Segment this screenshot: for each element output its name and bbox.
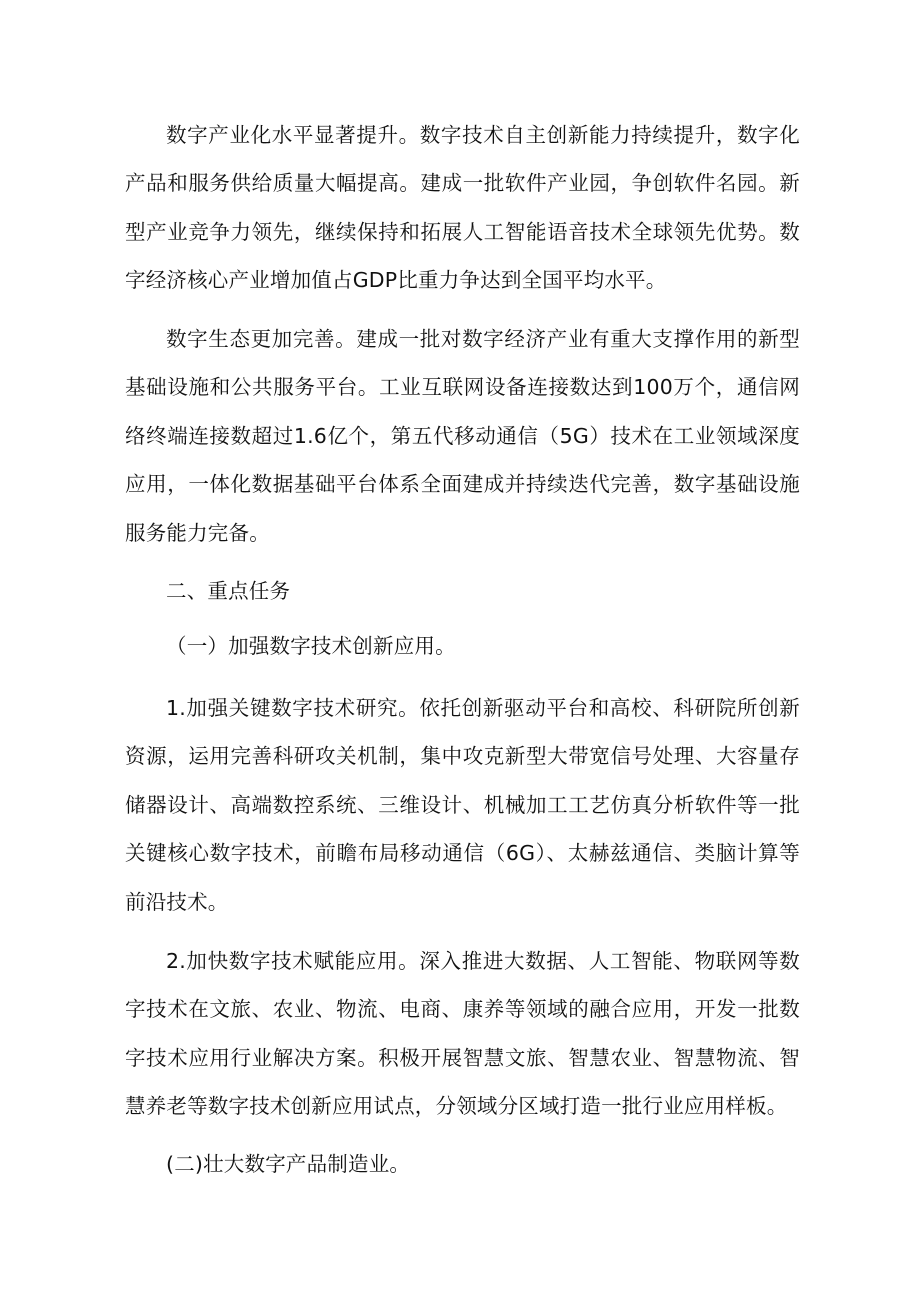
subsection-heading-1: （一）加强数字技术创新应用。 <box>166 634 456 658</box>
paragraph-digital-ecosystem: 数字生态更加完善。建成一批对数字经济产业有重大支撑作用的新型基础设施和公共服务平台。工业互联网设备连接数达到100万个，通信网络终端连接数超过1.6亿个，第五代移动通信（5G）技术在工业领域深度应用，一体化数据基础平台体系全面建成并持续迭代完善，数字基础设施服务能力完备。 <box>125 327 800 545</box>
paragraph-digital-industrialization: 数字产业化水平显著提升。数字技术自主创新能力持续提升，数字化产品和服务供给质量大幅提高。建成一批软件产业园，争创软件名园。新型产业竞争力领先，继续保持和拓展人工智能语音技术全球领先优势。数字经济核心产业增加值占GDP比重力争达到全国平均水平。 <box>125 123 800 293</box>
paragraph-key-technology-research: 1.加强关键数字技术研究。依托创新驱动平台和高校、科研院所创新资源，运用完善科研攻关机制，集中攻克新型大带宽信号处理、大容量存储器设计、高端数控系统、三维设计、机械加工工艺仿真分析软件等一批关键核心数字技术，前瞻布局移动通信（6G）、太赫兹通信、类脑计算等前沿技术。 <box>125 696 800 914</box>
paragraph-technology-empowerment: 2.加快数字技术赋能应用。深入推进大数据、人工智能、物联网等数字技术在文旅、农业、物流、电商、康养等领域的融合应用，开发一批数字技术应用行业解决方案。积极开展智慧文旅、智慧农业、智慧物流、智慧养老等数字技术创新应用试点，分领域分区域打造一批行业应用样板。 <box>125 949 800 1119</box>
section-heading-key-tasks: 二、重点任务 <box>166 579 291 603</box>
subsection-heading-2: (二)壮大数字产品制造业。 <box>166 1152 411 1176</box>
